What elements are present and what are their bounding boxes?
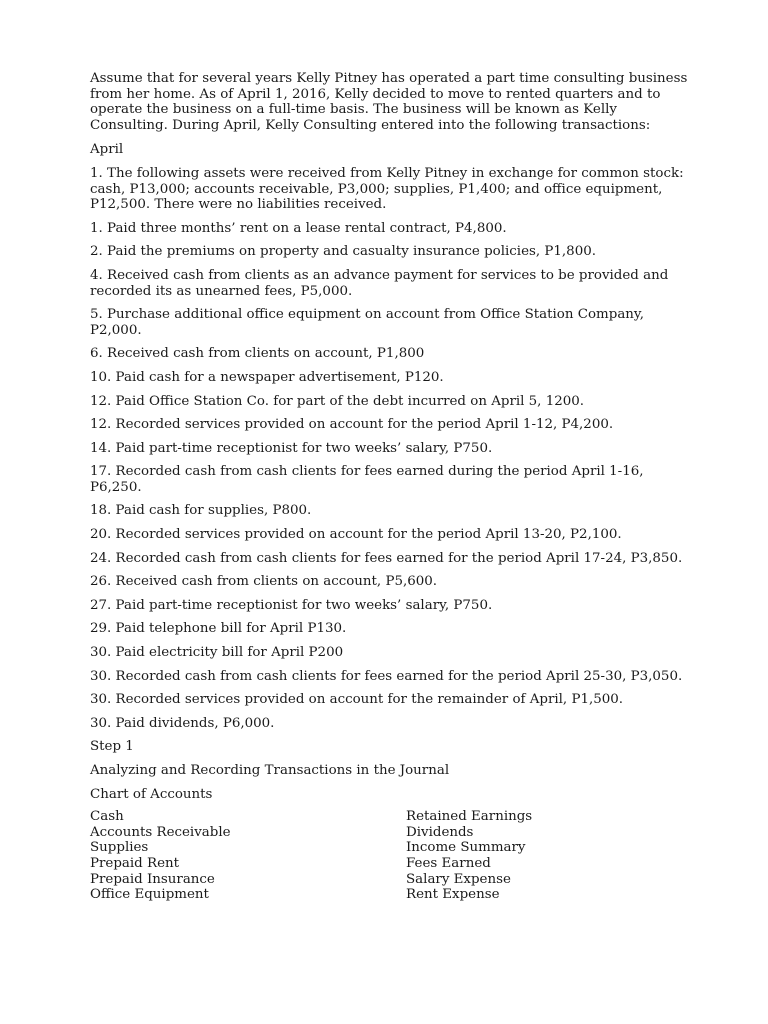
accounts-right-column [406,809,690,903]
transaction-item: 1. Paid three months’ rent on a lease rental contract, P4,800. [90,220,507,236]
transaction-item: 18. Paid cash for supplies, P800. [90,503,312,519]
transaction-item: 20. Recorded services provided on account for the period April 13-20, P2,100. [90,527,622,543]
account-name: Dividends [406,824,474,840]
accounts-left-column [90,809,406,903]
intro-paragraph: Assume that for several years Kelly Pitney has operated a part time consulting business from her home. As of April 1, 2016, Kelly decided to move to rented quarters and to operate the business on a full-time basis. The business will be known as Kelly Consulting. During April, Kelly Consulting entered into the following transactions: [90,71,688,133]
transaction-item: 24. Recorded cash from cash clients for fees earned for the period April 17-24, P3,850. [90,550,683,566]
transaction-item: 6. Received cash from clients on account, P1,800 [90,346,425,362]
account-name: Accounts Receivable [90,824,231,840]
transaction-item: 30. Recorded cash from cash clients for fees earned for the period April 25-30, P3,050. [90,668,683,684]
transaction-item: 30. Paid electricity bill for April P200 [90,645,344,661]
transaction-item: 30. Paid dividends, P6,000. [90,715,275,731]
transaction-item: 27. Paid part-time receptionist for two weeks’ salary, P750. [90,597,493,613]
transaction-item: 12. Paid Office Station Co. for part of the debt incurred on April 5, 1200. [90,393,585,409]
step-title: Analyzing and Recording Transactions in the Journal [90,763,450,778]
account-name: Fees Earned [406,855,491,871]
transaction-item: 12. Recorded services provided on account for the period April 1-12, P4,200. [90,417,614,433]
account-name: Rent Expense [406,887,500,903]
account-name: Office Equipment [90,887,209,903]
chart-of-accounts-title: Chart of Accounts [90,786,213,802]
transaction-item: 30. Recorded services provided on account for the remainder of April, P1,500. [90,692,624,708]
document-page [90,71,690,903]
transaction-item: 1. The following assets were received from Kelly Pitney in exchange for common stock: cash, P13,000; accounts receivable, P3,000; supplies, P1,400; and office equipment, P12,500. There were no liabilities received. [90,165,684,213]
account-name: Prepaid Insurance [90,871,215,887]
transaction-item: 26. Received cash from clients on account, P5,600. [90,574,438,590]
transaction-item: 10. Paid cash for a newspaper advertisement, P120. [90,369,444,385]
account-name: Prepaid Rent [90,855,180,871]
account-name: Salary Expense [406,871,511,887]
transaction-item: 29. Paid telephone bill for April P130. [90,621,347,637]
account-name: Retained Earnings [406,809,533,825]
transaction-item: 4. Received cash from clients as an advance payment for services to be provided and recorded its as unearned fees, P5,000. [90,267,669,299]
account-name: Income Summary [406,840,526,856]
transaction-item: 2. Paid the premiums on property and casualty insurance policies, P1,800. [90,244,596,260]
transaction-item: 5. Purchase additional office equipment on account from Office Station Company, P2,000. [90,307,644,338]
chart-of-accounts-list [90,809,690,903]
account-name: Cash [90,809,124,825]
account-name: Supplies [90,840,149,856]
month-heading: April [90,142,124,158]
transaction-item: 17. Recorded cash from cash clients for fees earned during the period April 1-16, P6,250. [90,464,644,495]
transaction-item: 14. Paid part-time receptionist for two weeks’ salary, P750. [90,440,493,456]
step-label: Step 1 [90,739,134,755]
